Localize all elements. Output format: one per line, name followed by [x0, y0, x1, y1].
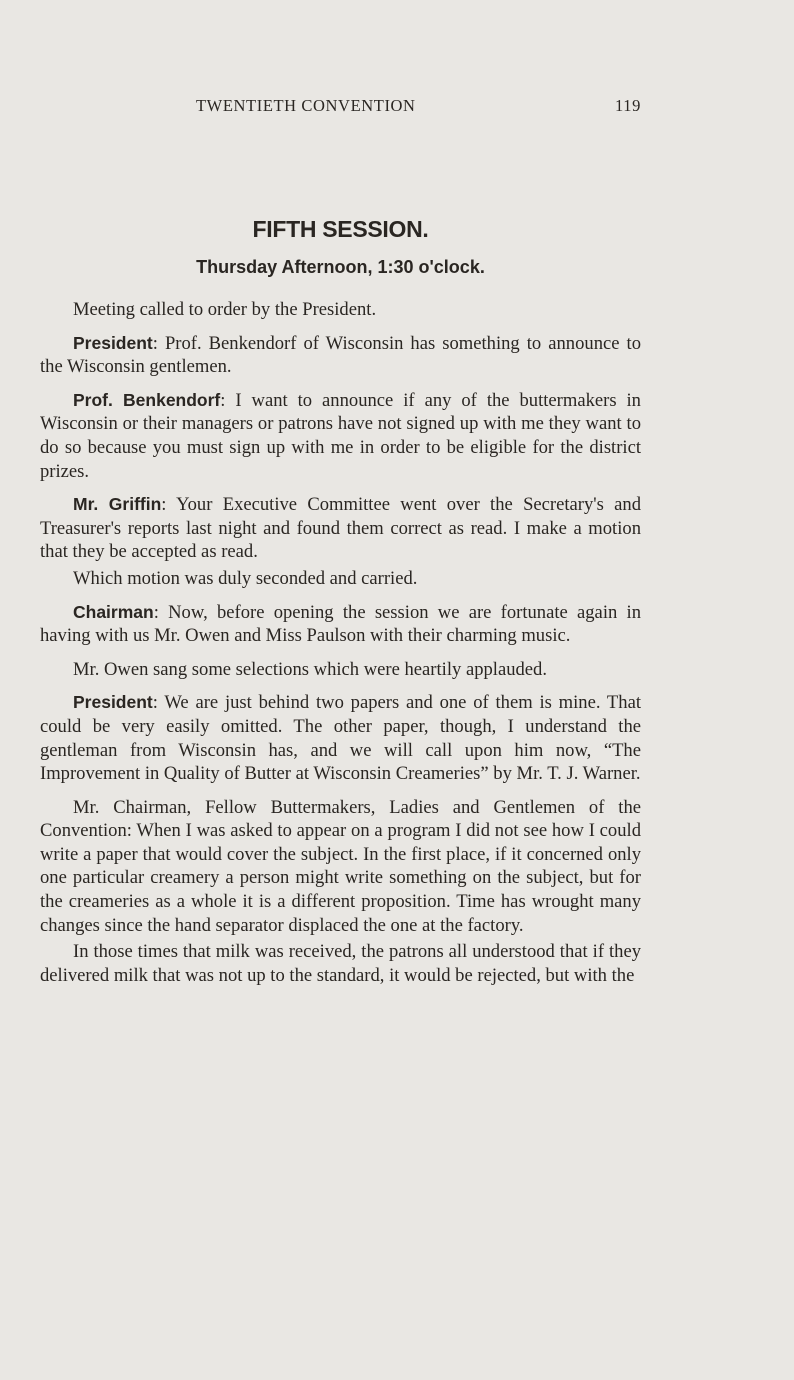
- paragraph-text: In those times that milk was received, the patrons all understood that if they delivered milk that was not up to the standard, it would be rejected, but with the: [40, 941, 641, 986]
- speaker-name: Chairman: [73, 601, 154, 622]
- session-time: Thursday Afternoon, 1:30 o'clock.: [196, 257, 485, 277]
- paragraph-text: : I want to announce if any of the buttermakers in Wisconsin or their managers or patrons have not signed up with me they want to do so because you must sign up with me in order to be eligible for the district prizes.: [40, 389, 641, 482]
- speaker-name: Mr. Griffin: [73, 494, 162, 515]
- paragraph: [40, 389, 641, 483]
- session-title: FIFTH SESSION.: [252, 216, 429, 242]
- speaker-name: Prof. Benkendorf: [73, 389, 221, 410]
- paragraph: [40, 567, 641, 591]
- paragraph-text: : Prof. Benkendorf of Wisconsin has something to announce to the Wisconsin gentlemen.: [40, 332, 641, 378]
- running-header: [40, 92, 641, 118]
- paragraph: [40, 601, 641, 648]
- paragraph-text: : We are just behind two papers and one of them is mine. That could be very easily omitted. The other paper, though, I understand the gentleman from Wisconsin has, and we will call upon him now, “The Improvement in Quality of Butter at Wisconsin Creameries” by Mr. T. J. Warner.: [40, 692, 641, 785]
- speaker-name: President: [73, 332, 153, 353]
- paragraph-text: Meeting called to order by the President.: [73, 299, 377, 320]
- paragraph: [40, 691, 641, 785]
- speaker-name: President: [73, 692, 153, 713]
- paragraph: [40, 493, 641, 564]
- paragraph-text: Mr. Owen sang some selections which were heartily applauded.: [73, 658, 548, 680]
- paragraph: [40, 796, 641, 938]
- paragraph-text: : Now, before opening the session we are fortunate again in having with us Mr. Owen and Miss Paulson with their charming music.: [40, 601, 641, 647]
- paragraph: [40, 940, 641, 987]
- paragraph-text: : Your Executive Committee went over the Secretary's and Treasurer's reports last night and found them correct as read. I make a motion that they be accepted as read.: [40, 494, 642, 563]
- document-page: [40, 92, 641, 997]
- body-text: [40, 298, 641, 987]
- paragraph-text: Which motion was duly seconded and carried.: [73, 567, 418, 589]
- paragraph: [40, 332, 641, 379]
- paragraph-text: Mr. Chairman, Fellow Buttermakers, Ladies and Gentlemen of the Convention: When I was asked to appear on a program I did not see how I could write a paper that would cover the subject. In the first place, if it concerned only one particular creamery a person might write something on the subject, but for the creameries as a whole it is a different proposition. Time has wrought many changes since the hand separator displaced the one at the factory.: [40, 796, 641, 936]
- page-number: 119: [615, 96, 641, 115]
- running-title: TWENTIETH CONVENTION: [196, 96, 416, 115]
- paragraph: [40, 298, 641, 322]
- paragraph: [40, 658, 641, 682]
